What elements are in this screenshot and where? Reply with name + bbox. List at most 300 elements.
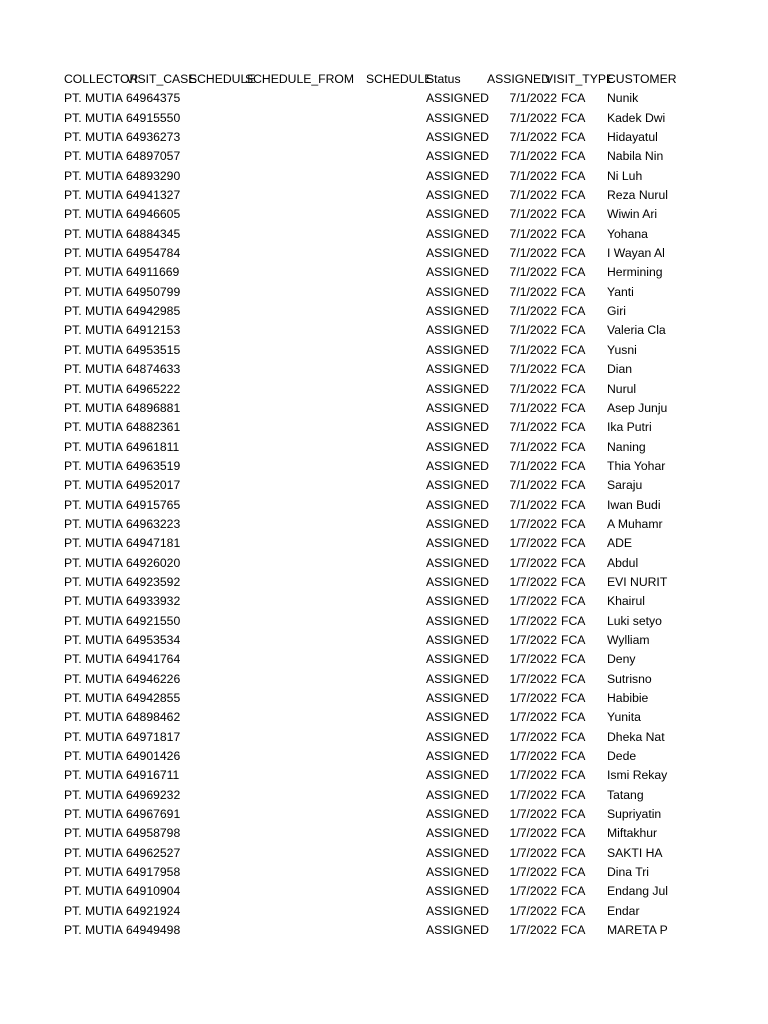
cell-customer: Yusni bbox=[607, 342, 637, 357]
cell-collector: PT. MUTIA bbox=[64, 729, 123, 744]
cell-visit-case: 64923592 bbox=[126, 574, 181, 589]
cell-visit-type: FCA bbox=[561, 613, 586, 628]
cell-collector: PT. MUTIA bbox=[64, 787, 123, 802]
cell-assigned-date: 1/7/2022 bbox=[509, 826, 557, 841]
cell-status: ASSIGNED bbox=[426, 865, 489, 880]
cell-status: ASSIGNED bbox=[426, 400, 489, 415]
cell-visit-case: 64952017 bbox=[126, 478, 181, 493]
table-row bbox=[64, 399, 674, 418]
table-row bbox=[64, 631, 674, 650]
table-row bbox=[64, 283, 674, 302]
cell-collector: PT. MUTIA bbox=[64, 265, 123, 280]
cell-status: ASSIGNED bbox=[426, 826, 489, 841]
cell-assigned-date: 1/7/2022 bbox=[509, 652, 557, 667]
cell-status: ASSIGNED bbox=[426, 516, 489, 531]
cell-customer: Yohana bbox=[607, 226, 648, 241]
table-row bbox=[64, 592, 674, 611]
cell-visit-type: FCA bbox=[561, 342, 586, 357]
cell-status: ASSIGNED bbox=[426, 304, 489, 319]
table-row bbox=[64, 863, 674, 882]
cell-collector: PT. MUTIA bbox=[64, 188, 123, 203]
cell-status: ASSIGNED bbox=[426, 207, 489, 222]
cell-collector: PT. MUTIA bbox=[64, 884, 123, 899]
cell-assigned-date: 1/7/2022 bbox=[509, 632, 557, 647]
cell-visit-case: 64963519 bbox=[126, 458, 181, 473]
cell-visit-case: 64912153 bbox=[126, 323, 181, 338]
cell-visit-type: FCA bbox=[561, 903, 586, 918]
cell-visit-case: 64896881 bbox=[126, 400, 181, 415]
cell-customer: Nabila Nin bbox=[607, 149, 664, 164]
cell-visit-case: 64921924 bbox=[126, 903, 181, 918]
cell-assigned-date: 7/1/2022 bbox=[509, 130, 557, 145]
cell-assigned-date: 7/1/2022 bbox=[509, 323, 557, 338]
cell-customer: Khairul bbox=[607, 594, 645, 609]
table-row bbox=[64, 186, 674, 205]
cell-visit-type: FCA bbox=[561, 807, 586, 822]
cell-visit-case: 64917958 bbox=[126, 865, 181, 880]
cell-status: ASSIGNED bbox=[426, 323, 489, 338]
cell-status: ASSIGNED bbox=[426, 110, 489, 125]
cell-status: ASSIGNED bbox=[426, 381, 489, 396]
cell-assigned-date: 1/7/2022 bbox=[509, 710, 557, 725]
cell-assigned-date: 7/1/2022 bbox=[509, 284, 557, 299]
cell-collector: PT. MUTIA bbox=[64, 207, 123, 222]
table-row bbox=[64, 747, 674, 766]
cell-assigned-date: 7/1/2022 bbox=[509, 381, 557, 396]
cell-customer: Dheka Nat bbox=[607, 729, 665, 744]
cell-status: ASSIGNED bbox=[426, 168, 489, 183]
cell-visit-case: 64958798 bbox=[126, 826, 181, 841]
cell-assigned-date: 7/1/2022 bbox=[509, 226, 557, 241]
cell-assigned-date: 7/1/2022 bbox=[509, 149, 557, 164]
cell-visit-type: FCA bbox=[561, 865, 586, 880]
cell-assigned-date: 1/7/2022 bbox=[509, 768, 557, 783]
cell-visit-type: FCA bbox=[561, 130, 586, 145]
header-schedule: SCHEDULE bbox=[189, 72, 256, 86]
table-row bbox=[64, 360, 674, 379]
table-row bbox=[64, 689, 674, 708]
cell-visit-case: 64901426 bbox=[126, 749, 181, 764]
cell-status: ASSIGNED bbox=[426, 246, 489, 261]
cell-visit-case: 64950799 bbox=[126, 284, 181, 299]
cell-status: ASSIGNED bbox=[426, 691, 489, 705]
cell-status: ASSIGNED bbox=[426, 671, 489, 686]
cell-collector: PT. MUTIA bbox=[64, 420, 123, 435]
cell-status: ASSIGNED bbox=[426, 594, 489, 609]
cell-collector: PT. MUTIA bbox=[64, 458, 123, 473]
cell-collector: PT. MUTIA bbox=[64, 749, 123, 764]
cell-visit-case: 64898462 bbox=[126, 710, 181, 725]
cell-customer: Sutrisno bbox=[607, 671, 652, 686]
cell-status: ASSIGNED bbox=[426, 632, 489, 647]
cell-visit-case: 64882361 bbox=[126, 420, 181, 435]
cell-visit-case: 64941327 bbox=[126, 188, 181, 203]
cell-status: ASSIGNED bbox=[426, 91, 489, 106]
cell-customer: Tatang bbox=[607, 787, 644, 802]
cell-customer: ADE bbox=[607, 536, 633, 551]
cell-assigned-date: 1/7/2022 bbox=[509, 574, 557, 589]
cell-customer: Saraju bbox=[607, 478, 643, 493]
header-visit-case: VISIT_CASE bbox=[126, 72, 197, 86]
cell-customer: Kadek Dwi bbox=[607, 110, 666, 125]
cell-status: ASSIGNED bbox=[426, 362, 489, 377]
cell-collector: PT. MUTIA bbox=[64, 903, 123, 918]
cell-assigned-date: 1/7/2022 bbox=[509, 845, 557, 860]
cell-collector: PT. MUTIA bbox=[64, 362, 123, 377]
cell-collector: PT. MUTIA bbox=[64, 342, 123, 357]
cell-collector: PT. MUTIA bbox=[64, 691, 123, 705]
cell-visit-type: FCA bbox=[561, 246, 586, 261]
cell-customer: Asep Junju bbox=[607, 400, 668, 415]
cell-assigned-date: 1/7/2022 bbox=[509, 923, 557, 938]
cell-customer: Dede bbox=[607, 749, 637, 764]
cell-visit-case: 64969232 bbox=[126, 787, 181, 802]
cell-visit-case: 64942855 bbox=[126, 691, 181, 705]
cell-assigned-date: 1/7/2022 bbox=[509, 671, 557, 686]
cell-customer: Nurul bbox=[607, 381, 637, 396]
cell-collector: PT. MUTIA bbox=[64, 478, 123, 493]
table-row bbox=[64, 438, 674, 457]
cell-collector: PT. MUTIA bbox=[64, 284, 123, 299]
cell-assigned-date: 7/1/2022 bbox=[509, 497, 557, 512]
cell-assigned-date: 7/1/2022 bbox=[509, 168, 557, 183]
cell-collector: PT. MUTIA bbox=[64, 130, 123, 145]
table-row bbox=[64, 263, 674, 282]
cell-assigned-date: 7/1/2022 bbox=[509, 439, 557, 454]
cell-visit-type: FCA bbox=[561, 749, 586, 764]
cell-visit-type: FCA bbox=[561, 710, 586, 725]
cell-customer: Miftakhur bbox=[607, 826, 658, 841]
cell-status: ASSIGNED bbox=[426, 903, 489, 918]
cell-collector: PT. MUTIA bbox=[64, 168, 123, 183]
cell-visit-type: FCA bbox=[561, 787, 586, 802]
cell-assigned-date: 7/1/2022 bbox=[509, 304, 557, 319]
header-assigned: ASSIGNED bbox=[487, 72, 550, 86]
cell-customer: Abdul bbox=[607, 555, 639, 570]
cell-status: ASSIGNED bbox=[426, 342, 489, 357]
table-row bbox=[64, 147, 674, 166]
cell-customer: Hidayatul bbox=[607, 130, 658, 145]
table-row bbox=[64, 244, 674, 263]
table-body bbox=[64, 89, 674, 940]
cell-assigned-date: 7/1/2022 bbox=[509, 458, 557, 473]
cell-collector: PT. MUTIA bbox=[64, 516, 123, 531]
cell-visit-case: 64962527 bbox=[126, 845, 181, 860]
cell-collector: PT. MUTIA bbox=[64, 845, 123, 860]
cell-visit-case: 64941764 bbox=[126, 652, 181, 667]
cell-collector: PT. MUTIA bbox=[64, 226, 123, 241]
cell-visit-case: 64897057 bbox=[126, 149, 181, 164]
cell-visit-case: 64910904 bbox=[126, 884, 181, 899]
cell-assigned-date: 1/7/2022 bbox=[509, 903, 557, 918]
cell-collector: PT. MUTIA bbox=[64, 555, 123, 570]
table-row bbox=[64, 805, 674, 824]
cell-customer: Dina Tri bbox=[607, 865, 649, 880]
cell-visit-case: 64921550 bbox=[126, 613, 181, 628]
cell-visit-type: FCA bbox=[561, 207, 586, 222]
cell-collector: PT. MUTIA bbox=[64, 632, 123, 647]
cell-collector: PT. MUTIA bbox=[64, 323, 123, 338]
cell-status: ASSIGNED bbox=[426, 652, 489, 667]
cell-visit-type: FCA bbox=[561, 265, 586, 280]
table-row bbox=[64, 612, 674, 631]
cell-visit-case: 64911669 bbox=[126, 265, 180, 280]
cell-customer: Supriyatin bbox=[607, 807, 662, 822]
cell-status: ASSIGNED bbox=[426, 130, 489, 145]
table-row bbox=[64, 534, 674, 553]
cell-status: ASSIGNED bbox=[426, 420, 489, 435]
cell-visit-type: FCA bbox=[561, 168, 586, 183]
cell-visit-case: 64884345 bbox=[126, 226, 181, 241]
cell-visit-type: FCA bbox=[561, 91, 586, 106]
table-row bbox=[64, 341, 674, 360]
cell-collector: PT. MUTIA bbox=[64, 381, 123, 396]
cell-collector: PT. MUTIA bbox=[64, 400, 123, 415]
cell-visit-case: 64953534 bbox=[126, 632, 181, 647]
cell-status: ASSIGNED bbox=[426, 226, 489, 241]
cell-collector: PT. MUTIA bbox=[64, 671, 123, 686]
cell-visit-case: 64916711 bbox=[126, 768, 180, 783]
table-row bbox=[64, 302, 674, 321]
cell-visit-case: 64915765 bbox=[126, 497, 181, 512]
cell-visit-type: FCA bbox=[561, 574, 586, 589]
cell-collector: PT. MUTIA bbox=[64, 826, 123, 841]
table-row bbox=[64, 128, 674, 147]
cell-assigned-date: 7/1/2022 bbox=[509, 246, 557, 261]
header-row bbox=[64, 70, 677, 89]
table-row bbox=[64, 786, 674, 805]
cell-customer: Wylliam bbox=[607, 632, 650, 647]
cell-visit-type: FCA bbox=[561, 304, 586, 319]
cell-visit-type: FCA bbox=[561, 381, 586, 396]
cell-visit-case: 64971817 bbox=[126, 729, 181, 744]
cell-status: ASSIGNED bbox=[426, 458, 489, 473]
cell-assigned-date: 7/1/2022 bbox=[509, 478, 557, 493]
cell-visit-type: FCA bbox=[561, 110, 586, 125]
cell-collector: PT. MUTIA bbox=[64, 865, 123, 880]
cell-customer: Ni Luh bbox=[607, 168, 643, 183]
cell-status: ASSIGNED bbox=[426, 807, 489, 822]
table-row bbox=[64, 670, 674, 689]
table-row bbox=[64, 109, 674, 128]
cell-status: ASSIGNED bbox=[426, 749, 489, 764]
cell-assigned-date: 7/1/2022 bbox=[509, 400, 557, 415]
cell-visit-type: FCA bbox=[561, 458, 586, 473]
cell-collector: PT. MUTIA bbox=[64, 923, 123, 938]
cell-visit-type: FCA bbox=[561, 691, 586, 705]
cell-visit-type: FCA bbox=[561, 594, 586, 609]
cell-assigned-date: 1/7/2022 bbox=[509, 555, 557, 570]
cell-customer: Dian bbox=[607, 362, 633, 377]
cell-customer: Hermining bbox=[607, 265, 663, 280]
cell-collector: PT. MUTIA bbox=[64, 536, 123, 551]
cell-status: ASSIGNED bbox=[426, 265, 489, 280]
table-row bbox=[64, 921, 674, 940]
cell-customer: Habibie bbox=[607, 691, 649, 705]
cell-visit-type: FCA bbox=[561, 439, 586, 454]
cell-visit-type: FCA bbox=[561, 632, 586, 647]
cell-visit-case: 64947181 bbox=[126, 536, 181, 551]
cell-status: ASSIGNED bbox=[426, 439, 489, 454]
cell-status: ASSIGNED bbox=[426, 884, 489, 899]
cell-customer: Wiwin Ari bbox=[607, 207, 658, 222]
cell-status: ASSIGNED bbox=[426, 188, 489, 203]
cell-assigned-date: 1/7/2022 bbox=[509, 516, 557, 531]
cell-visit-type: FCA bbox=[561, 536, 586, 551]
table-row bbox=[64, 573, 674, 592]
cell-assigned-date: 1/7/2022 bbox=[509, 536, 557, 551]
cell-customer: Iwan Budi bbox=[607, 497, 661, 512]
cell-assigned-date: 7/1/2022 bbox=[509, 207, 557, 222]
cell-visit-type: FCA bbox=[561, 768, 586, 783]
cell-assigned-date: 7/1/2022 bbox=[509, 362, 557, 377]
cell-assigned-date: 1/7/2022 bbox=[509, 807, 557, 822]
cell-customer: Ika Putri bbox=[607, 420, 652, 435]
cell-assigned-date: 1/7/2022 bbox=[509, 691, 557, 705]
cell-visit-type: FCA bbox=[561, 149, 586, 164]
header-collector: COLLECTOR bbox=[64, 72, 139, 86]
table-row bbox=[64, 844, 674, 863]
cell-visit-type: FCA bbox=[561, 400, 586, 415]
table-row bbox=[64, 554, 674, 573]
cell-visit-case: 64946226 bbox=[126, 671, 181, 686]
cell-visit-type: FCA bbox=[561, 478, 586, 493]
cell-assigned-date: 7/1/2022 bbox=[509, 265, 557, 280]
header-status: Status bbox=[426, 72, 461, 86]
cell-status: ASSIGNED bbox=[426, 845, 489, 860]
cell-status: ASSIGNED bbox=[426, 497, 489, 512]
table-row bbox=[64, 457, 674, 476]
cell-status: ASSIGNED bbox=[426, 729, 489, 744]
cell-assigned-date: 7/1/2022 bbox=[509, 420, 557, 435]
cell-customer: Reza Nurul bbox=[607, 188, 668, 203]
cell-visit-type: FCA bbox=[561, 497, 586, 512]
cell-customer: MARETA P bbox=[607, 923, 668, 938]
cell-visit-type: FCA bbox=[561, 845, 586, 860]
cell-customer: SAKTI HA bbox=[607, 845, 663, 860]
cell-status: ASSIGNED bbox=[426, 284, 489, 299]
cell-customer: Naning bbox=[607, 439, 646, 454]
cell-visit-type: FCA bbox=[561, 188, 586, 203]
cell-visit-case: 64961811 bbox=[126, 439, 180, 454]
cell-collector: PT. MUTIA bbox=[64, 710, 123, 725]
cell-customer: Ismi Rekay bbox=[607, 768, 668, 783]
header-schedule-to: SCHEDULE bbox=[366, 72, 433, 86]
cell-customer: Endar bbox=[607, 903, 640, 918]
cell-visit-case: 64936273 bbox=[126, 130, 181, 145]
cell-collector: PT. MUTIA bbox=[64, 304, 123, 319]
cell-customer: Yunita bbox=[607, 710, 641, 725]
cell-customer: Endang Jul bbox=[607, 884, 668, 899]
table-row bbox=[64, 167, 674, 186]
cell-visit-case: 64954784 bbox=[126, 246, 181, 261]
cell-collector: PT. MUTIA bbox=[64, 613, 123, 628]
cell-status: ASSIGNED bbox=[426, 149, 489, 164]
cell-status: ASSIGNED bbox=[426, 710, 489, 725]
cell-customer: Yanti bbox=[607, 284, 634, 299]
cell-visit-case: 64926020 bbox=[126, 555, 181, 570]
cell-visit-type: FCA bbox=[561, 362, 586, 377]
table-row bbox=[64, 89, 674, 108]
cell-assigned-date: 1/7/2022 bbox=[509, 594, 557, 609]
cell-status: ASSIGNED bbox=[426, 613, 489, 628]
cell-visit-type: FCA bbox=[561, 555, 586, 570]
table-row bbox=[64, 476, 674, 495]
cell-assigned-date: 1/7/2022 bbox=[509, 884, 557, 899]
cell-customer: Thia Yohar bbox=[607, 458, 666, 473]
cell-assigned-date: 1/7/2022 bbox=[509, 787, 557, 802]
table-row bbox=[64, 321, 674, 340]
cell-assigned-date: 1/7/2022 bbox=[509, 749, 557, 764]
cell-customer: Luki setyo bbox=[607, 613, 662, 628]
cell-assigned-date: 7/1/2022 bbox=[509, 110, 557, 125]
cell-visit-case: 64915550 bbox=[126, 110, 181, 125]
cell-collector: PT. MUTIA bbox=[64, 439, 123, 454]
cell-visit-type: FCA bbox=[561, 420, 586, 435]
cell-status: ASSIGNED bbox=[426, 768, 489, 783]
cell-visit-case: 64953515 bbox=[126, 342, 181, 357]
table-row bbox=[64, 882, 674, 901]
header-visit-type: VISIT_TYPE bbox=[545, 72, 615, 86]
cell-visit-type: FCA bbox=[561, 884, 586, 899]
cell-visit-type: FCA bbox=[561, 923, 586, 938]
cell-visit-type: FCA bbox=[561, 323, 586, 338]
cell-assigned-date: 7/1/2022 bbox=[509, 188, 557, 203]
cell-assigned-date: 1/7/2022 bbox=[509, 729, 557, 744]
cell-visit-case: 64963223 bbox=[126, 516, 181, 531]
cell-customer: A Muhamr bbox=[607, 516, 663, 531]
cell-visit-type: FCA bbox=[561, 226, 586, 241]
cell-collector: PT. MUTIA bbox=[64, 149, 123, 164]
cell-status: ASSIGNED bbox=[426, 478, 489, 493]
cell-assigned-date: 7/1/2022 bbox=[509, 342, 557, 357]
spreadsheet bbox=[64, 70, 677, 940]
cell-customer: Deny bbox=[607, 652, 636, 667]
cell-status: ASSIGNED bbox=[426, 574, 489, 589]
cell-collector: PT. MUTIA bbox=[64, 91, 123, 106]
cell-collector: PT. MUTIA bbox=[64, 574, 123, 589]
table-row bbox=[64, 380, 674, 399]
cell-visit-type: FCA bbox=[561, 671, 586, 686]
cell-assigned-date: 7/1/2022 bbox=[509, 91, 557, 106]
table-row bbox=[64, 496, 674, 515]
cell-visit-case: 64874633 bbox=[126, 362, 181, 377]
cell-visit-type: FCA bbox=[561, 652, 586, 667]
table-row bbox=[64, 418, 674, 437]
cell-status: ASSIGNED bbox=[426, 536, 489, 551]
cell-assigned-date: 1/7/2022 bbox=[509, 865, 557, 880]
cell-collector: PT. MUTIA bbox=[64, 594, 123, 609]
cell-visit-case: 64967691 bbox=[126, 807, 181, 822]
header-customer: CUSTOMER bbox=[607, 72, 677, 86]
cell-collector: PT. MUTIA bbox=[64, 110, 123, 125]
cell-visit-case: 64946605 bbox=[126, 207, 181, 222]
cell-visit-type: FCA bbox=[561, 516, 586, 531]
cell-customer: Giri bbox=[607, 304, 626, 319]
table-row bbox=[64, 708, 674, 727]
cell-visit-case: 64965222 bbox=[126, 381, 181, 396]
table-row bbox=[64, 728, 674, 747]
table-row bbox=[64, 902, 674, 921]
cell-visit-type: FCA bbox=[561, 284, 586, 299]
table-row bbox=[64, 824, 674, 843]
cell-status: ASSIGNED bbox=[426, 555, 489, 570]
cell-collector: PT. MUTIA bbox=[64, 768, 123, 783]
cell-collector: PT. MUTIA bbox=[64, 652, 123, 667]
cell-customer: Valeria Cla bbox=[607, 323, 666, 338]
table-row bbox=[64, 766, 674, 785]
cell-visit-type: FCA bbox=[561, 826, 586, 841]
